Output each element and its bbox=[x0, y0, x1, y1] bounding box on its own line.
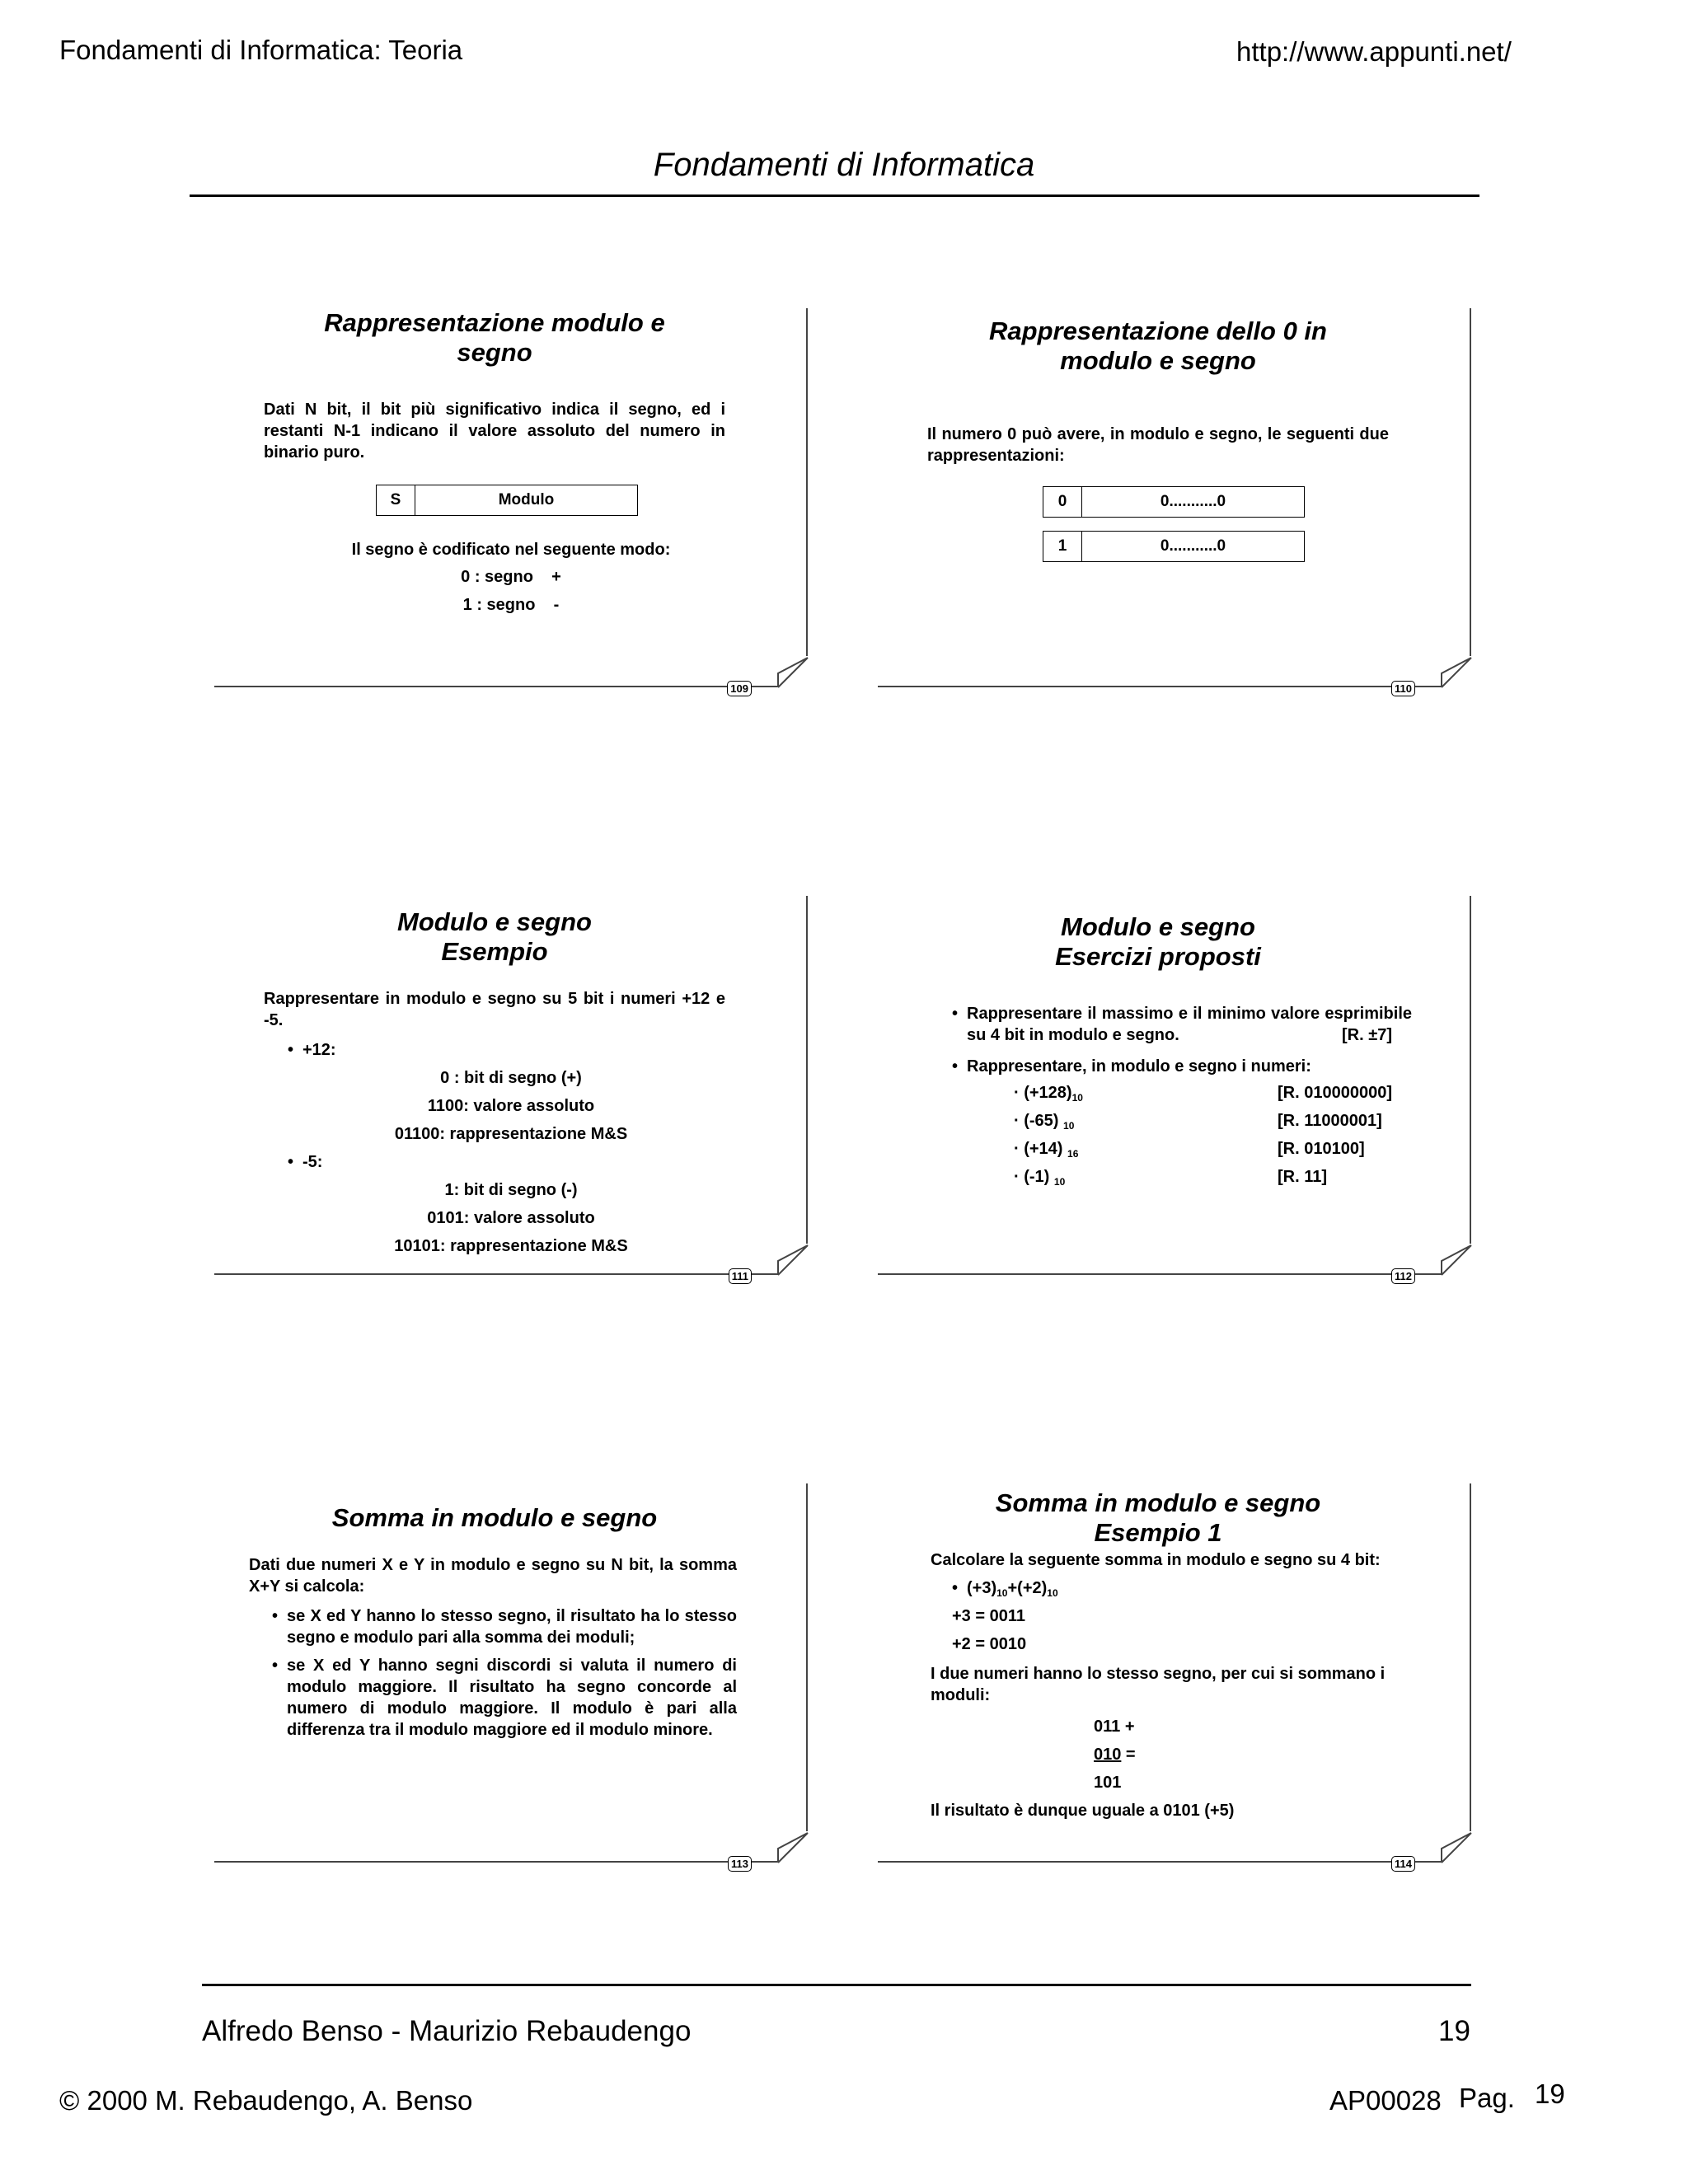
slide-number: 110 bbox=[1391, 681, 1415, 696]
copyright: © 2000 M. Rebaudengo, A. Benso bbox=[59, 2085, 473, 2116]
text-line: Il segno è codificato nel seguente modo: bbox=[351, 541, 671, 559]
slide-113 bbox=[214, 1483, 808, 1870]
slide-number: 111 bbox=[729, 1268, 752, 1284]
text-line: 0 : bit di segno (+) bbox=[440, 1069, 582, 1087]
operand-a: (+3) bbox=[967, 1579, 997, 1597]
slide-border-right bbox=[1470, 308, 1471, 656]
slide-border-bottom bbox=[878, 1273, 1442, 1275]
slide-border-right bbox=[1470, 1483, 1471, 1831]
header-url: http://www.appunti.net/ bbox=[1236, 36, 1512, 67]
text-line: +3 = 0011 bbox=[952, 1607, 1025, 1625]
slide-title-line1: Rappresentazione dello 0 in bbox=[989, 316, 1327, 345]
slide-111 bbox=[214, 896, 808, 1282]
text-line: 10101: rappresentazione M&S bbox=[394, 1237, 628, 1255]
exercise-number: (-1) bbox=[1024, 1168, 1054, 1186]
page-curl-icon bbox=[1441, 1244, 1472, 1276]
bullet-item: • se X ed Y hanno segni discordi si valuta il numero di modulo maggiore. Il risultato ha segno concorde al numero di modulo maggiore. Il modulo è pari alla differenza tra il modulo maggiore ed il modulo minore. bbox=[287, 1655, 737, 1741]
text-line: +2 = 0010 bbox=[952, 1635, 1027, 1653]
slide-112 bbox=[878, 896, 1471, 1282]
operand-b: +(+2) bbox=[1007, 1579, 1048, 1597]
page-curl-icon bbox=[777, 1832, 809, 1863]
title-divider bbox=[190, 194, 1479, 197]
exercise-answer: [R. 010100] bbox=[1278, 1140, 1365, 1158]
bit-layout-box bbox=[1043, 486, 1305, 518]
sign-cell: 1 bbox=[1043, 532, 1082, 561]
exercise-row: · (-1) $_{10}$ bbox=[1014, 1168, 1066, 1188]
sum-result: 101 bbox=[1094, 1774, 1122, 1792]
answer-text: [R. ±7] bbox=[1342, 1026, 1392, 1044]
slide-title-line1: Somma in modulo e segno bbox=[995, 1488, 1321, 1517]
slide-border-bottom bbox=[214, 1273, 778, 1275]
sum-equals: = bbox=[1121, 1746, 1136, 1764]
slide-border-bottom bbox=[214, 686, 778, 687]
slide-title-line1: Rappresentazione modulo e bbox=[324, 308, 665, 337]
slide-border-right bbox=[1470, 896, 1471, 1244]
slide-number: 113 bbox=[728, 1856, 752, 1872]
exercise-base: 10 bbox=[1071, 1092, 1083, 1104]
sign-cell: S bbox=[377, 485, 415, 515]
slide-title-line2: modulo e segno bbox=[1060, 346, 1256, 375]
slide-number: 112 bbox=[1391, 1268, 1415, 1284]
exercise-row: · (+14) $_{16}$ bbox=[1014, 1140, 1079, 1160]
sum-line: 011 + bbox=[1094, 1718, 1135, 1736]
modulo-cell: 0...........0 bbox=[1160, 537, 1226, 555]
text-line: I due numeri hanno lo stesso segno, per cui si sommano i moduli: bbox=[931, 1665, 1386, 1704]
pag-label: Pag. bbox=[1459, 2083, 1515, 2113]
slide-title-line2: Esercizi proposti bbox=[1055, 942, 1261, 971]
text-line: Il risultato è dunque uguale a 0101 (+5) bbox=[931, 1802, 1235, 1820]
slide-title: Somma in modulo e segno bbox=[331, 1503, 658, 1532]
slide-number: 114 bbox=[1391, 1856, 1415, 1872]
exercise-number: (+128) bbox=[1024, 1084, 1072, 1102]
footer-page-number: 19 bbox=[1438, 2015, 1470, 2047]
sum-line bbox=[1094, 1746, 1136, 1765]
slide-109 bbox=[214, 308, 808, 695]
exercise-answer: [R. 11] bbox=[1278, 1168, 1328, 1186]
exercise-base: 16 bbox=[1067, 1148, 1079, 1160]
bullet-item: • Rappresentare, in modulo e segno i numeri: bbox=[967, 1057, 1311, 1076]
bit-layout-box bbox=[376, 485, 638, 516]
footer-divider bbox=[202, 1984, 1471, 1986]
text-line: Calcolare la seguente somma in modulo e segno su 4 bit: bbox=[931, 1551, 1381, 1569]
slide-border-bottom bbox=[878, 686, 1442, 687]
exercise-row: · $(+128)_{10}$ bbox=[1014, 1084, 1083, 1104]
slide-title-line1: Modulo e segno bbox=[397, 907, 592, 936]
modulo-cell: Modulo bbox=[498, 491, 555, 509]
slide-paragraph: Dati due numeri X e Y in modulo e segno su N bit, la somma X+Y si calcola: bbox=[249, 1556, 737, 1596]
bullet-item: • -5: bbox=[302, 1153, 322, 1172]
page-curl-icon bbox=[777, 657, 809, 688]
exercise-number: (-65) bbox=[1024, 1112, 1064, 1130]
slide-title-line1: Modulo e segno bbox=[1061, 912, 1255, 941]
text-line: 1 : segno - bbox=[462, 596, 560, 614]
text-line: 1100: valore assoluto bbox=[427, 1097, 595, 1115]
slide-border-bottom bbox=[214, 1861, 778, 1863]
slide-114 bbox=[878, 1483, 1471, 1870]
slide-110 bbox=[878, 308, 1471, 695]
slide-title bbox=[927, 912, 1389, 972]
bullet-item bbox=[967, 1003, 1412, 1046]
exercise-answer: [R. 11000001] bbox=[1278, 1112, 1382, 1130]
slide-paragraph: Rappresentare in modulo e segno su 5 bit i numeri +12 e -5. bbox=[264, 990, 725, 1029]
bullet-item bbox=[967, 1579, 1058, 1599]
document-code: AP00028 bbox=[1329, 2085, 1442, 2116]
page-curl-icon bbox=[1441, 1832, 1472, 1863]
slide-title bbox=[264, 308, 725, 368]
text-line: 1: bit di segno (-) bbox=[444, 1181, 578, 1199]
operand-a-base: 10 bbox=[996, 1587, 1008, 1599]
text-line: 0 : segno + bbox=[461, 568, 561, 586]
footer-authors: Alfredo Benso - Maurizio Rebaudengo bbox=[202, 2015, 692, 2047]
exercise-base: 10 bbox=[1063, 1120, 1075, 1132]
page-curl-icon bbox=[1441, 657, 1472, 688]
bullet-item: • +12: bbox=[302, 1041, 336, 1060]
exercise-row: · (-65) $_{10}$ bbox=[1014, 1112, 1075, 1132]
exercise-base: 10 bbox=[1053, 1176, 1066, 1188]
slide-title bbox=[264, 907, 725, 967]
pag-number: 19 bbox=[1535, 2079, 1565, 2109]
exercise-number: (+14) bbox=[1024, 1140, 1068, 1158]
slide-number: 109 bbox=[727, 681, 752, 696]
slide-paragraph: Il numero 0 può avere, in modulo e segno, le seguenti due rappresentazioni: bbox=[927, 425, 1389, 465]
sum-operand: 010 bbox=[1094, 1746, 1122, 1764]
sign-cell: 0 bbox=[1043, 487, 1082, 517]
modulo-cell: 0...........0 bbox=[1160, 493, 1226, 510]
operand-b-base: 10 bbox=[1047, 1587, 1058, 1599]
slide-border-bottom bbox=[878, 1861, 1442, 1863]
slide-paragraph: Dati N bit, il bit più significativo indica il segno, ed i restanti N-1 indicano il valore assoluto del numero in binario puro. bbox=[264, 401, 725, 462]
slide-title-line2: segno bbox=[457, 338, 532, 367]
slide-title bbox=[927, 1488, 1389, 1548]
text-line: 01100: rappresentazione M&S bbox=[394, 1125, 628, 1143]
header-left: Fondamenti di Informatica: Teoria bbox=[59, 35, 463, 65]
slide-title-line2: Esempio bbox=[441, 937, 548, 966]
slide-title bbox=[927, 316, 1389, 376]
bit-layout-box bbox=[1043, 531, 1305, 562]
bullet-item: • se X ed Y hanno lo stesso segno, il risultato ha lo stesso segno e modulo pari alla somma dei moduli; bbox=[287, 1605, 737, 1648]
text-line: 0101: valore assoluto bbox=[427, 1209, 595, 1227]
slide-border-right bbox=[806, 1483, 808, 1831]
exercise-answer: [R. 010000000] bbox=[1278, 1084, 1392, 1102]
slide-title-line2: Esempio 1 bbox=[1094, 1518, 1222, 1547]
document-title: Fondamenti di Informatica bbox=[653, 147, 1035, 183]
bullet-text: Rappresentare il massimo e il minimo valore esprimibile su 4 bit in modulo e segno. bbox=[967, 1005, 1412, 1044]
